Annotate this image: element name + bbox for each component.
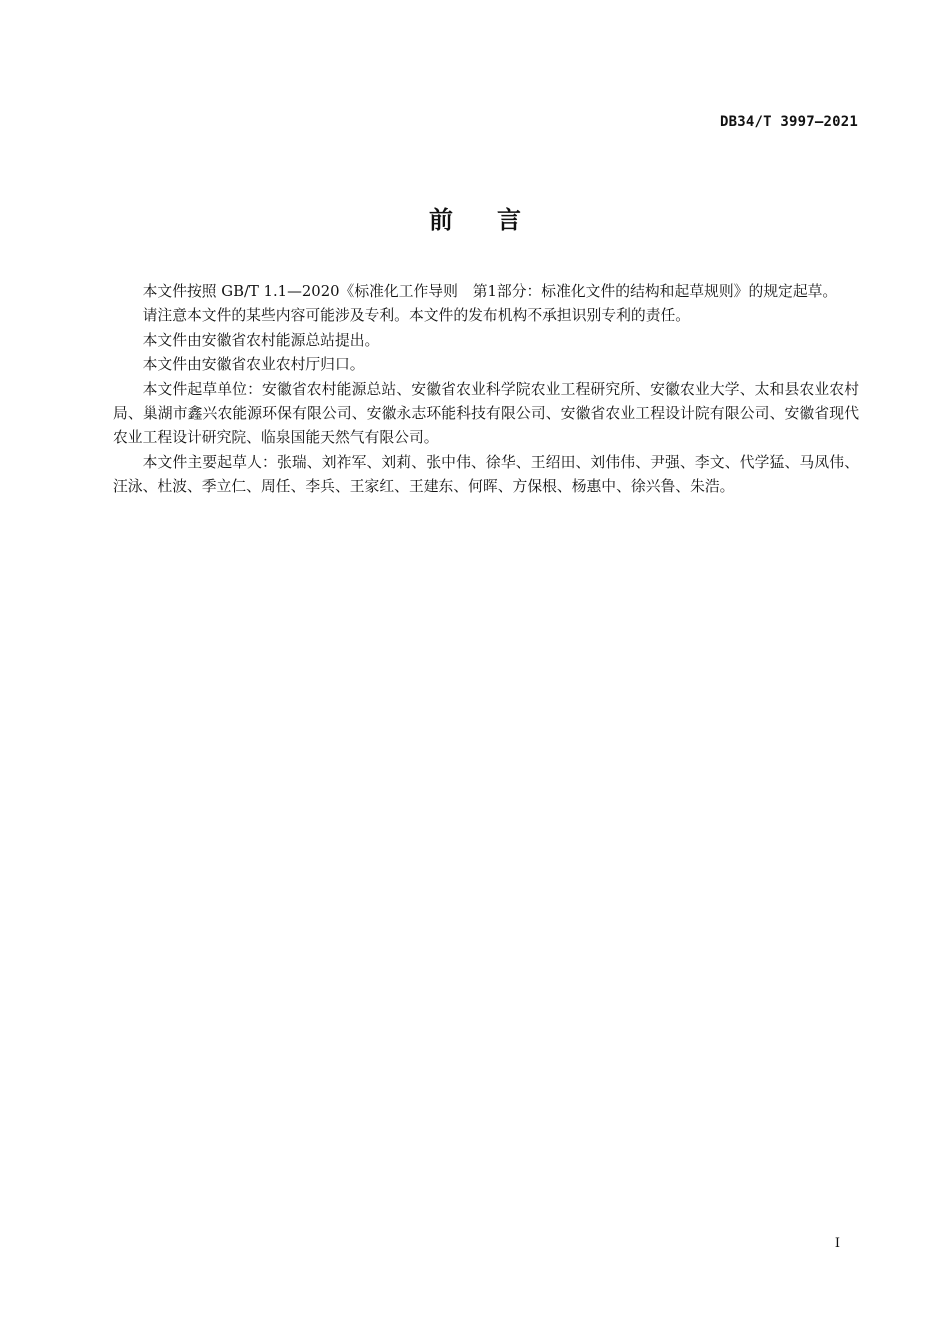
paragraph-proposer: 本文件由安徽省农村能源总站提出。	[142, 331, 380, 349]
page-number: I	[834, 1236, 840, 1251]
paragraph-patent-notice: 请注意本文件的某些内容可能涉及专利。本文件的发布机构不承担识别专利的责任。	[142, 307, 691, 325]
paragraph-main-drafters: 本文件主要起草人：张瑞、刘祚军、刘莉、张中伟、徐华、王绍田、刘伟伟、尹强、李文、代学猛、马凤伟、汪泳、杜波、季立仁、周任、李兵、王家红、王建东、何晖、方保根、杨惠中、徐兴鲁、朱浩。	[113, 453, 859, 496]
document-number: DB34/T 3997—2021	[719, 114, 858, 130]
paragraph-drafting-rules: 本文件按照 GB/T 1.1—2020《标准化工作导则 第1部分：标准化文件的结构和起草规则》的规定起草。	[142, 283, 838, 300]
paragraph-centralized-by: 本文件由安徽省农业农村厅归口。	[142, 356, 365, 374]
paragraph-drafting-units: 本文件起草单位：安徽省农村能源总站、安徽省农业科学院农业工程研究所、安徽农业大学、太和县农业农村局、巢湖市鑫兴农能源环保有限公司、安徽永志环能科技有限公司、安徽省农业工程设计院有限公司、安徽省现代农业工程设计研究院、临泉国能天然气有限公司。	[113, 380, 859, 447]
section-title: 前言	[429, 206, 565, 234]
foreword-body	[113, 280, 859, 500]
